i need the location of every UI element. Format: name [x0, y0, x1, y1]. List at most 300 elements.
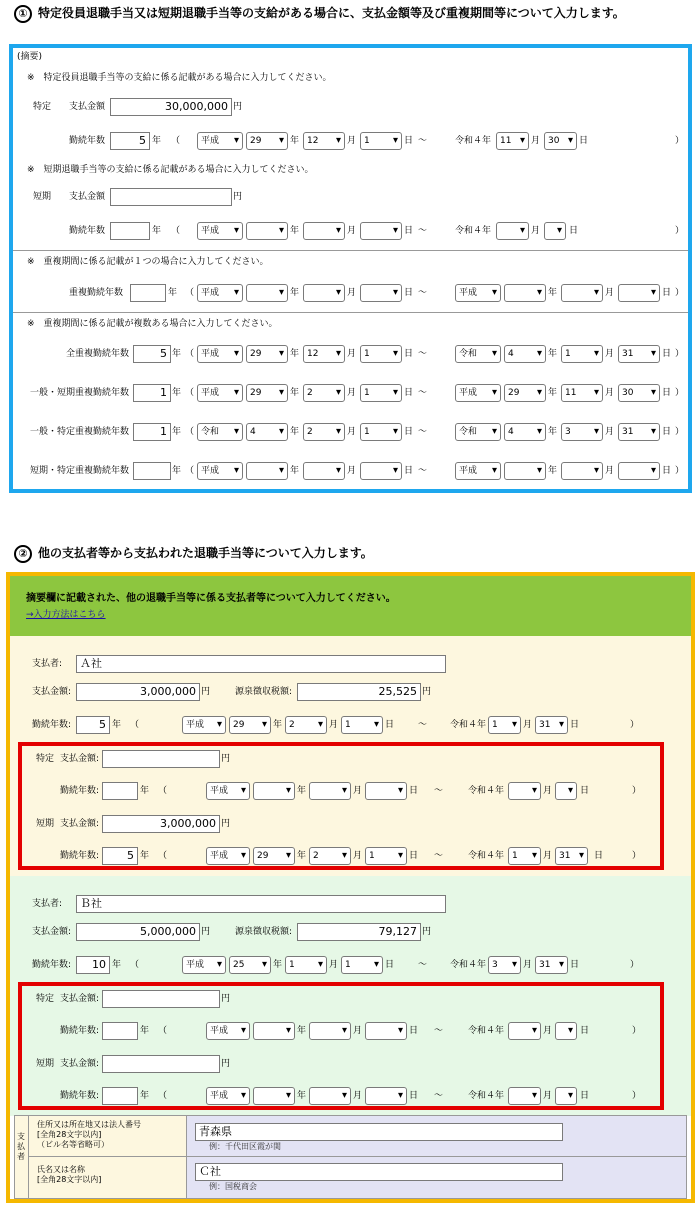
day-unit: 日 — [404, 388, 414, 398]
to-era-text: 令和４年 — [468, 1026, 505, 1036]
tilde: ～ — [418, 427, 428, 437]
years-label: 勤続年数: — [32, 960, 72, 970]
multi-year-select[interactable]: 4 ▾ — [246, 423, 288, 441]
to-era-text: 令和４年 — [455, 136, 492, 146]
multi-day-select[interactable]: 1 ▾ — [360, 345, 402, 363]
month-unit: 月 — [605, 288, 615, 298]
month-unit: 月 — [347, 349, 357, 359]
month-unit: 月 — [605, 388, 615, 398]
nen-label: 年 — [172, 388, 182, 398]
close-paren: ） — [632, 1026, 642, 1036]
name-input[interactable]: Ｃ社 — [195, 1163, 563, 1181]
close-paren: ） — [675, 226, 685, 236]
month-unit: 月 — [353, 786, 363, 796]
day-select[interactable] — [365, 1087, 407, 1105]
yen-label: 円 — [422, 687, 432, 697]
tokutei-years-input[interactable] — [102, 782, 138, 800]
month-unit: 月 — [543, 851, 553, 861]
nen-label: 年 — [172, 466, 182, 476]
multi-to-month-select[interactable]: 1 ▾ — [561, 345, 603, 363]
day-unit: 日 — [570, 960, 580, 970]
to-day-select[interactable] — [555, 1022, 577, 1040]
to-month-select[interactable]: 1 ▾ — [508, 847, 541, 865]
multi-to-era-select[interactable]: 令和 ▾ — [455, 345, 501, 363]
close-paren: ） — [632, 786, 642, 796]
close-paren: ） — [675, 136, 685, 146]
multi-year-select[interactable]: 29 ▾ — [246, 384, 288, 402]
section2-panel — [6, 572, 695, 1203]
payer-block — [10, 636, 691, 876]
name-input-cell — [187, 1157, 686, 1198]
month-unit: 月 — [531, 136, 541, 146]
year-unit: 年 — [290, 136, 300, 146]
tokutei-pay-input[interactable] — [102, 750, 220, 768]
multi-era-select[interactable]: 平成 ▾ — [197, 345, 243, 363]
day-select[interactable] — [365, 1022, 407, 1040]
day-unit: 日 — [662, 288, 672, 298]
tanki-era-select[interactable]: 平成 ▾ — [197, 222, 243, 240]
day-unit: 日 — [404, 349, 414, 359]
day-unit: 日 — [409, 851, 419, 861]
name-example: 例：国税商会 — [209, 1182, 257, 1191]
close-paren: ） — [632, 1091, 642, 1101]
single-to-era-select[interactable]: 平成 ▾ — [455, 284, 501, 302]
day-select[interactable]: 1 ▾ — [341, 956, 383, 974]
tokutei-pay-input[interactable] — [102, 990, 220, 1008]
name-label: 氏名又は名称 — [37, 1165, 85, 1174]
multi-to-month-select[interactable]: 11 ▾ — [561, 384, 603, 402]
recipient-vertical-label: 支払者 — [17, 1132, 25, 1161]
day-unit: 日 — [569, 226, 579, 236]
close-paren: ） — [675, 288, 685, 298]
tanki-label: 短期 — [33, 192, 52, 202]
to-day-select[interactable]: 31 ▾ — [535, 716, 568, 734]
tokutei-note: ※ 特定役員退職手当等の支給に係る記載がある場合に入力してください。 — [27, 73, 332, 83]
multi-era-select[interactable]: 平成 ▾ — [197, 462, 243, 480]
year-select[interactable] — [253, 1087, 295, 1105]
multi-to-year-select[interactable]: 4 ▾ — [504, 423, 546, 441]
multi-to-day-select[interactable]: 31 ▾ — [618, 423, 660, 441]
day-select[interactable]: 1 ▾ — [365, 847, 407, 865]
section2-header — [14, 544, 694, 563]
close-paren: ） — [675, 427, 685, 437]
multi-row-label: 一般・短期重複勤続年数 — [29, 388, 129, 398]
pay-label: 支払金額: — [60, 754, 100, 764]
single-label: 重複勤続年数 — [69, 288, 124, 298]
to-month-select[interactable] — [508, 782, 541, 800]
yen-label: 円 — [221, 819, 231, 829]
year-unit: 年 — [290, 226, 300, 236]
close-paren: ） — [630, 720, 640, 730]
yen-label: 円 — [201, 927, 211, 937]
tokutei-day-select[interactable]: 1 ▾ — [360, 132, 402, 150]
multi-to-day-select[interactable]: 30 ▾ — [618, 384, 660, 402]
multi-era-select[interactable]: 平成 ▾ — [197, 384, 243, 402]
to-day-select[interactable] — [555, 782, 577, 800]
yen-label: 円 — [422, 927, 432, 937]
close-paren: ） — [632, 851, 642, 861]
open-paren: （ — [158, 1026, 168, 1036]
year-select[interactable]: 25 ▾ — [229, 956, 271, 974]
month-unit: 月 — [353, 851, 363, 861]
tanki-pay-input[interactable]: 3,000,000 — [102, 815, 220, 833]
era-select[interactable]: 平成 ▾ — [206, 1087, 250, 1105]
year-unit: 年 — [290, 349, 300, 359]
day-unit: 日 — [404, 288, 414, 298]
to-day-select[interactable]: 31 ▾ — [555, 847, 588, 865]
multi-month-select[interactable]: 2 ▾ — [303, 423, 345, 441]
pay-input[interactable]: 3,000,000 — [76, 683, 200, 701]
section1-header — [14, 4, 694, 23]
month-unit: 月 — [347, 427, 357, 437]
pay-input[interactable]: 5,000,000 — [76, 923, 200, 941]
years-label: 勤続年数: — [32, 720, 72, 730]
tanki-year-select[interactable] — [246, 222, 288, 240]
year-unit: 年 — [548, 288, 558, 298]
day-select[interactable]: 1 ▾ — [341, 716, 383, 734]
yen-label: 円 — [221, 994, 231, 1004]
tokutei-era-select[interactable]: 平成 ▾ — [197, 132, 243, 150]
year-unit: 年 — [548, 466, 558, 476]
section1-title: 特定役員退職手当又は短期退職手当等の支給がある場合に、支払金額等及び重複期間等について入力します。 — [38, 6, 625, 20]
day-unit: 日 — [385, 720, 395, 730]
era-select[interactable]: 平成 ▾ — [206, 782, 250, 800]
open-paren: （ — [185, 466, 195, 476]
nen-label: 年 — [172, 427, 182, 437]
pay-label: 支払金額: — [60, 819, 100, 829]
day-unit: 日 — [580, 1091, 590, 1101]
nen-label: 年 — [172, 349, 182, 359]
instruction-banner — [10, 576, 691, 636]
single-era-select[interactable]: 平成 ▾ — [197, 284, 243, 302]
tanki-to-month-select[interactable] — [496, 222, 529, 240]
close-paren: ） — [675, 349, 685, 359]
multi-to-year-select[interactable] — [504, 462, 546, 480]
multi-to-era-select[interactable]: 平成 ▾ — [455, 384, 501, 402]
tax-input[interactable]: 25,525 — [297, 683, 421, 701]
year-unit: 年 — [548, 349, 558, 359]
month-unit: 月 — [531, 226, 541, 236]
era-select[interactable]: 平成 ▾ — [182, 956, 226, 974]
to-era-text: 令和４年 — [455, 226, 492, 236]
payer-label: 支払者: — [32, 659, 63, 669]
nen-label: 年 — [140, 1026, 150, 1036]
tilde: ～ — [418, 136, 428, 146]
day-unit: 日 — [409, 786, 419, 796]
tokutei-month-select[interactable]: 12 ▾ — [303, 132, 345, 150]
nen-label: 年 — [152, 136, 162, 146]
multi-years-input[interactable]: 1 — [133, 384, 171, 402]
address-example: 例：千代田区霞が関 — [209, 1142, 281, 1151]
month-unit: 月 — [353, 1091, 363, 1101]
multi-day-select[interactable] — [360, 462, 402, 480]
yen-label: 円 — [233, 192, 243, 202]
to-era-text: 令和４年 — [450, 960, 487, 970]
tilde: ～ — [418, 288, 428, 298]
to-era-text: 令和４年 — [468, 851, 505, 861]
month-unit: 月 — [347, 288, 357, 298]
howto-link[interactable]: →入力方法はこちら — [26, 610, 106, 620]
month-unit: 月 — [605, 349, 615, 359]
years-label: 勤続年数: — [60, 1091, 100, 1101]
tokutei-to-day-select[interactable]: 30 ▾ — [544, 132, 577, 150]
month-unit: 月 — [523, 960, 533, 970]
tanki-pay-input[interactable] — [110, 188, 232, 206]
nen-label: 年 — [152, 226, 162, 236]
year-unit: 年 — [548, 388, 558, 398]
month-unit: 月 — [353, 1026, 363, 1036]
month-unit: 月 — [543, 1091, 553, 1101]
day-unit: 日 — [385, 960, 395, 970]
to-era-text: 令和４年 — [468, 786, 505, 796]
day-unit: 日 — [662, 349, 672, 359]
tanki-month-select[interactable] — [303, 222, 345, 240]
tilde: ～ — [434, 1026, 444, 1036]
pay-label: 支払金額: — [60, 994, 100, 1004]
tilde: ～ — [418, 349, 428, 359]
tilde: ～ — [418, 226, 428, 236]
tokutei-years-input[interactable] — [102, 1022, 138, 1040]
tanki-pay-input[interactable] — [102, 1055, 220, 1073]
years-input[interactable]: 5 — [76, 716, 110, 734]
years-label: 勤続年数: — [60, 1026, 100, 1036]
tekiyo-label: (摘要) — [17, 52, 43, 62]
multi-to-day-select[interactable] — [618, 462, 660, 480]
multi-row-label: 全重複勤続年数 — [65, 349, 129, 359]
multi-years-input[interactable]: 1 — [133, 423, 171, 441]
day-unit: 日 — [594, 851, 604, 861]
day-unit: 日 — [662, 427, 672, 437]
multi-years-input[interactable] — [133, 462, 171, 480]
red-highlight-box — [18, 982, 664, 1110]
payer-name-input[interactable]: Ｂ社 — [76, 895, 446, 913]
multi-day-select[interactable]: 1 ▾ — [360, 423, 402, 441]
year-select[interactable]: 29 ▾ — [253, 847, 295, 865]
years-input[interactable]: 10 — [76, 956, 110, 974]
tanki-years-input[interactable] — [110, 222, 150, 240]
month-unit: 月 — [605, 466, 615, 476]
tilde: ～ — [418, 388, 428, 398]
pay-label: 支払金額: — [60, 1059, 100, 1069]
day-unit: 日 — [409, 1091, 419, 1101]
open-paren: （ — [171, 136, 181, 146]
name-label-cell — [29, 1157, 187, 1198]
open-paren: （ — [158, 1091, 168, 1101]
divider — [13, 312, 688, 313]
section1-number: ① — [14, 5, 32, 23]
open-paren: （ — [185, 288, 195, 298]
day-unit: 日 — [409, 1026, 419, 1036]
year-select[interactable] — [253, 782, 295, 800]
multi-to-day-select[interactable]: 31 ▾ — [618, 345, 660, 363]
payer-name-input[interactable]: Ａ社 — [76, 655, 446, 673]
month-select[interactable] — [309, 1022, 351, 1040]
era-select[interactable]: 平成 ▾ — [206, 1022, 250, 1040]
day-unit: 日 — [662, 388, 672, 398]
tanki-years-input[interactable] — [102, 1087, 138, 1105]
open-paren: （ — [185, 349, 195, 359]
month-select[interactable] — [309, 1087, 351, 1105]
month-select[interactable] — [309, 782, 351, 800]
tilde: ～ — [418, 960, 428, 970]
name-limit: [全角28文字以内] — [37, 1175, 102, 1184]
open-paren: （ — [130, 720, 140, 730]
era-select[interactable]: 平成 ▾ — [206, 847, 250, 865]
yen-label: 円 — [233, 102, 243, 112]
month-unit: 月 — [605, 427, 615, 437]
open-paren: （ — [171, 226, 181, 236]
open-paren: （ — [185, 427, 195, 437]
multi-to-year-select[interactable]: 29 ▾ — [504, 384, 546, 402]
address-input[interactable]: 青森県 — [195, 1123, 563, 1141]
year-unit: 年 — [290, 388, 300, 398]
multi-era-select[interactable]: 令和 ▾ — [197, 423, 243, 441]
multi-years-input[interactable]: 5 — [133, 345, 171, 363]
tanki-years-label: 勤続年数 — [69, 226, 106, 236]
era-select[interactable]: 平成 ▾ — [182, 716, 226, 734]
month-unit: 月 — [523, 720, 533, 730]
to-era-text: 令和４年 — [468, 1091, 505, 1101]
tokutei-years-input[interactable]: 5 — [110, 132, 150, 150]
month-unit: 月 — [329, 720, 339, 730]
nen-label: 年 — [112, 720, 122, 730]
address-label-cell — [29, 1116, 187, 1157]
tax-label: 源泉徴収税額: — [235, 927, 293, 937]
tokutei-label: 特定 — [36, 994, 55, 1004]
to-era-text: 令和４年 — [450, 720, 487, 730]
tokutei-year-select[interactable]: 29 ▾ — [246, 132, 288, 150]
month-select[interactable]: 2 ▾ — [309, 847, 351, 865]
single-day-select[interactable] — [360, 284, 402, 302]
year-select[interactable] — [253, 1022, 295, 1040]
to-month-select[interactable] — [508, 1087, 541, 1105]
year-select[interactable]: 29 ▾ — [229, 716, 271, 734]
tilde: ～ — [434, 851, 444, 861]
tanki-label: 短期 — [36, 1059, 55, 1069]
section2-title: 他の支払者等から支払われた退職手当等について入力します。 — [38, 546, 373, 560]
year-unit: 年 — [548, 427, 558, 437]
nen-label: 年 — [140, 851, 150, 861]
year-unit: 年 — [297, 1091, 307, 1101]
section1-panel — [9, 44, 692, 493]
multi-to-year-select[interactable]: 4 ▾ — [504, 345, 546, 363]
multi-year-select[interactable]: 29 ▾ — [246, 345, 288, 363]
year-unit: 年 — [297, 851, 307, 861]
month-unit: 月 — [347, 136, 357, 146]
address-input-cell — [187, 1116, 686, 1157]
day-unit: 日 — [570, 720, 580, 730]
tanki-years-input[interactable]: 5 — [102, 847, 138, 865]
year-unit: 年 — [290, 288, 300, 298]
single-years-input[interactable] — [130, 284, 166, 302]
single-to-day-select[interactable] — [618, 284, 660, 302]
pay-label: 支払金額: — [32, 927, 72, 937]
pay-label: 支払金額: — [32, 687, 72, 697]
multi-to-era-select[interactable]: 平成 ▾ — [455, 462, 501, 480]
single-month-select[interactable] — [303, 284, 345, 302]
address-label: 住所又は所在地又は法人番号 — [37, 1120, 141, 1129]
multi-row-label: 短期・特定重複勤続年数 — [29, 466, 129, 476]
month-select[interactable]: 2 ▾ — [285, 716, 327, 734]
tanki-note: ※ 短期退職手当等の支給に係る記載がある場合に入力してください。 — [27, 165, 314, 175]
to-month-select[interactable]: 1 ▾ — [488, 716, 521, 734]
payer-label: 支払者: — [32, 899, 63, 909]
multi-note: ※ 重複期間に係る記載が複数ある場合に入力してください。 — [27, 319, 278, 329]
multi-year-select[interactable] — [246, 462, 288, 480]
open-paren: （ — [185, 388, 195, 398]
year-unit: 年 — [273, 720, 283, 730]
tilde: ～ — [434, 1091, 444, 1101]
tanki-to-day-select[interactable] — [544, 222, 566, 240]
address-note: （ビル名等省略可） — [37, 1140, 109, 1149]
tokutei-to-month-select[interactable]: 11 ▾ — [496, 132, 529, 150]
multi-day-select[interactable]: 1 ▾ — [360, 384, 402, 402]
to-month-select[interactable] — [508, 1022, 541, 1040]
to-day-select[interactable]: 31 ▾ — [535, 956, 568, 974]
to-day-select[interactable] — [555, 1087, 577, 1105]
years-label: 勤続年数: — [60, 786, 100, 796]
yen-label: 円 — [221, 1059, 231, 1069]
tax-label: 源泉徴収税額: — [235, 687, 293, 697]
tilde: ～ — [418, 720, 428, 730]
year-unit: 年 — [290, 427, 300, 437]
red-highlight-box — [18, 742, 664, 870]
month-unit: 月 — [329, 960, 339, 970]
nen-label: 年 — [140, 786, 150, 796]
section2-number: ② — [14, 545, 32, 563]
day-unit: 日 — [404, 136, 414, 146]
yen-label: 円 — [221, 754, 231, 764]
tokutei-pay-label: 支払金額 — [69, 102, 106, 112]
month-unit: 月 — [347, 466, 357, 476]
open-paren: （ — [158, 786, 168, 796]
day-unit: 日 — [404, 466, 414, 476]
close-paren: ） — [675, 466, 685, 476]
tokutei-label: 特定 — [36, 754, 55, 764]
single-year-select[interactable] — [246, 284, 288, 302]
month-select[interactable]: 1 ▾ — [285, 956, 327, 974]
multi-to-month-select[interactable]: 3 ▾ — [561, 423, 603, 441]
multi-row-label: 一般・特定重複勤続年数 — [29, 427, 129, 437]
day-select[interactable] — [365, 782, 407, 800]
multi-month-select[interactable]: 12 ▾ — [303, 345, 345, 363]
payer-block — [10, 876, 691, 1116]
to-month-select[interactable]: 3 ▾ — [488, 956, 521, 974]
single-to-year-select[interactable] — [504, 284, 546, 302]
tilde: ～ — [434, 786, 444, 796]
tanki-day-select[interactable] — [360, 222, 402, 240]
single-note: ※ 重複期間に係る記載が１つの場合に入力してください。 — [27, 257, 269, 267]
month-unit: 月 — [543, 786, 553, 796]
banner-text: 摘要欄に記載された、他の退職手当等に係る支払者等について入力してください。 — [26, 593, 396, 604]
multi-month-select[interactable]: 2 ▾ — [303, 384, 345, 402]
tokutei-label: 特定 — [33, 102, 52, 112]
tax-input[interactable]: 79,127 — [297, 923, 421, 941]
close-paren: ） — [630, 960, 640, 970]
multi-to-era-select[interactable]: 令和 ▾ — [455, 423, 501, 441]
address-limit: [全角28文字以内] — [37, 1130, 102, 1139]
tokutei-pay-input[interactable]: 30,000,000 — [110, 98, 232, 116]
nen-label: 年 — [112, 960, 122, 970]
single-to-month-select[interactable] — [561, 284, 603, 302]
month-unit: 月 — [543, 1026, 553, 1036]
multi-month-select[interactable] — [303, 462, 345, 480]
yen-label: 円 — [201, 687, 211, 697]
recipient-vertical-cell — [15, 1116, 29, 1198]
day-unit: 日 — [404, 226, 414, 236]
day-unit: 日 — [579, 136, 589, 146]
multi-to-month-select[interactable] — [561, 462, 603, 480]
